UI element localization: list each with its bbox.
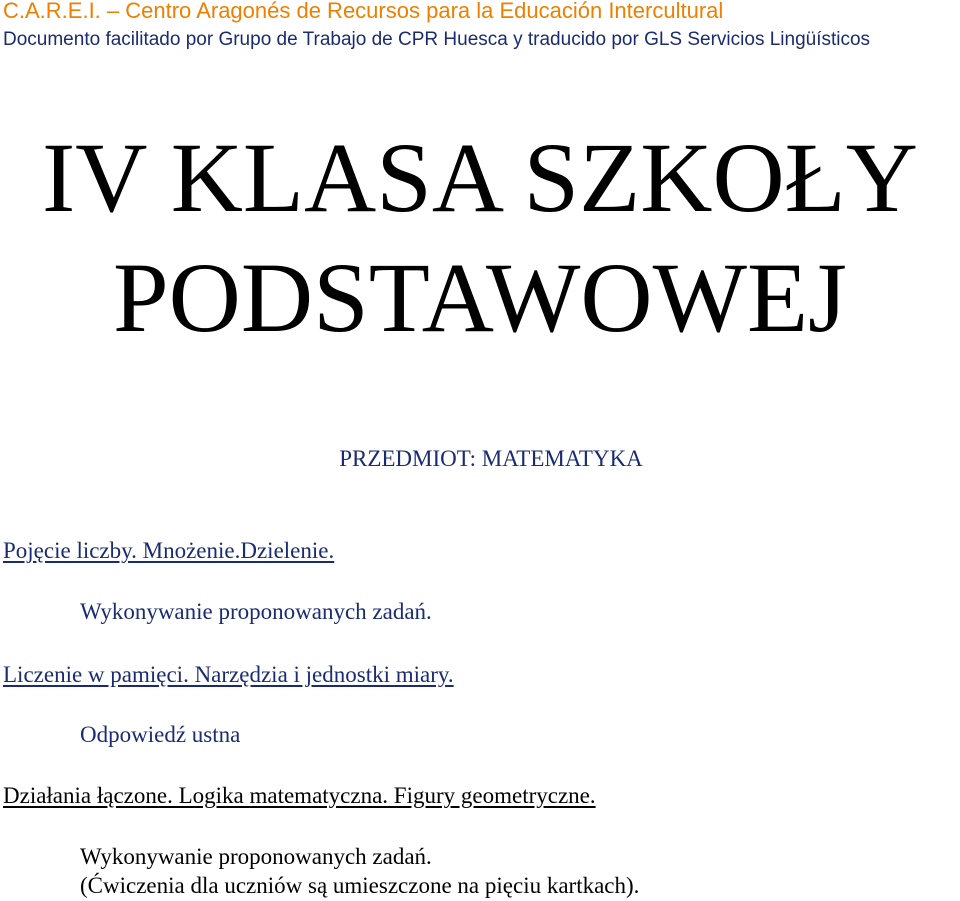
task-line-1: Wykonywanie proponowanych zadań.	[80, 599, 432, 624]
topic-line-mental-math: Liczenie w pamięci. Narzędzia i jednostki miary.	[3, 662, 454, 687]
header-subtitle: Documento facilitado por Grupo de Trabajo de CPR Huesca y traducido por GLS Servicios Lingüísticos	[3, 29, 871, 50]
page-title-line-1: IV KLASA SZKOŁY	[42, 122, 918, 233]
task-line-2: Wykonywanie proponowanych zadań.	[80, 844, 432, 869]
exercises-note: (Ćwiczenia dla uczniów są umieszczone na pięciu kartkach).	[80, 873, 640, 898]
topic-line-number-concept: Pojęcie liczby. Mnożenie.Dzielenie.	[3, 538, 335, 563]
page-title-line-2: PODSTAWOWEJ	[113, 242, 847, 353]
topic-line-combined-operations: Działania łączone. Logika matematyczna. Figury geometryczne.	[3, 783, 596, 808]
header-title: C.A.R.E.I. – Centro Aragonés de Recursos para la Educación Intercultural	[3, 0, 724, 23]
subject-heading: PRZEDMIOT: MATEMATYKA	[339, 446, 643, 471]
oral-answer-line: Odpowiedź ustna	[80, 722, 241, 747]
page-title	[0, 118, 960, 358]
